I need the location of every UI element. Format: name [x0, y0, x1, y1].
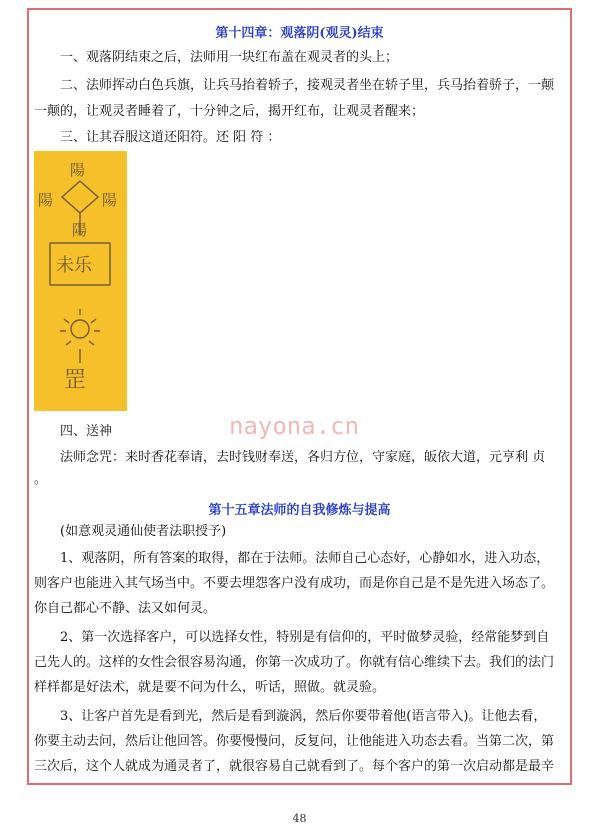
talisman-char-right: 陽 — [102, 191, 118, 209]
chapter-15-subtitle: (如意观灵通仙使者法职授予) — [60, 524, 227, 539]
chapter-15-title: 第十五章法师的自我修炼与提高 — [208, 503, 391, 518]
talisman-center-chars: 未乐 — [56, 255, 92, 276]
paragraph-5b: 。 — [34, 472, 48, 487]
paragraph-2a: 二、法师挥动白色兵旗，让兵马抬着轿子，接观灵者坐在轿子里，兵马抬着骄子，一颠 — [60, 78, 555, 93]
talisman-char-bottom: 陽 — [72, 221, 88, 239]
paragraph-2b: 一颠的，让观灵者睡着了，十分钟之后，揭开红布，让观灵者醒来； — [34, 104, 425, 119]
talisman-char-left: 陽 — [38, 191, 54, 209]
paragraph-5a: 法师念咒：来时香花奉请，去时钱财奉送，各归方位，守家庭，皈依大道，元亨利 贞 — [60, 450, 546, 465]
paragraph-c15-3a: 3、让客户首先是看到光，然后是看到漩涡，然后你要带着他(语言带入)。让他去看， — [60, 709, 547, 724]
paragraph-c15-2a: 2、第一次选择客户，可以选择女性，特别是有信仰的，平时做梦灵验，经常能梦到自 — [60, 630, 550, 645]
talisman-sun — [71, 320, 89, 338]
talisman-diamond — [62, 181, 98, 213]
talisman-char-base: 罡 — [64, 368, 87, 393]
paragraph-4: 四、送神 — [60, 424, 113, 439]
paragraph-c15-2b: 己先人的。这样的女性会很容易沟通，你第一次成功了。你就有信心维续下去。我们的法门 — [34, 655, 555, 670]
paragraph-c15-3b: 你要主动去问，然后让他回答。你要慢慢问，反复问，让他能进入功态去看。当第二次，第 — [34, 734, 555, 749]
chapter-14-title: 第十四章：观落阴(观灵)结束 — [215, 26, 384, 41]
paragraph-c15-1b: 则客户也能进入其气场当中。不要去埋怨客户没有成功，而是你自己是不是先进入场态了。 — [34, 576, 555, 591]
watermark: nayona.cn — [229, 412, 360, 440]
page-number: 48 — [292, 812, 307, 825]
talisman-char-top: 陽 — [70, 161, 86, 179]
paragraph-3: 三、让其吞服这道还阳符。还 阳 符 ： — [60, 130, 281, 145]
paragraph-c15-1a: 1、观落阴，所有答案的取得，都在于法师。法师自己心态好，心静如水，进入功态， — [60, 551, 550, 566]
paragraph-1: 一、观落阴结束之后，法师用一块红布盖在观灵者的头上； — [60, 50, 399, 65]
paragraph-c15-2c: 样样都是好法术，就是要不问为什么，听话，照做。就灵验。 — [34, 680, 386, 695]
paragraph-c15-1c: 你自己都心不静、法又如何灵。 — [34, 601, 217, 616]
talisman-image — [34, 151, 127, 411]
paragraph-c15-3c: 三次后，这个人就成为通灵者了，就很容易自己就看到了。每个客户的第一次启动都是最辛 — [34, 759, 555, 774]
